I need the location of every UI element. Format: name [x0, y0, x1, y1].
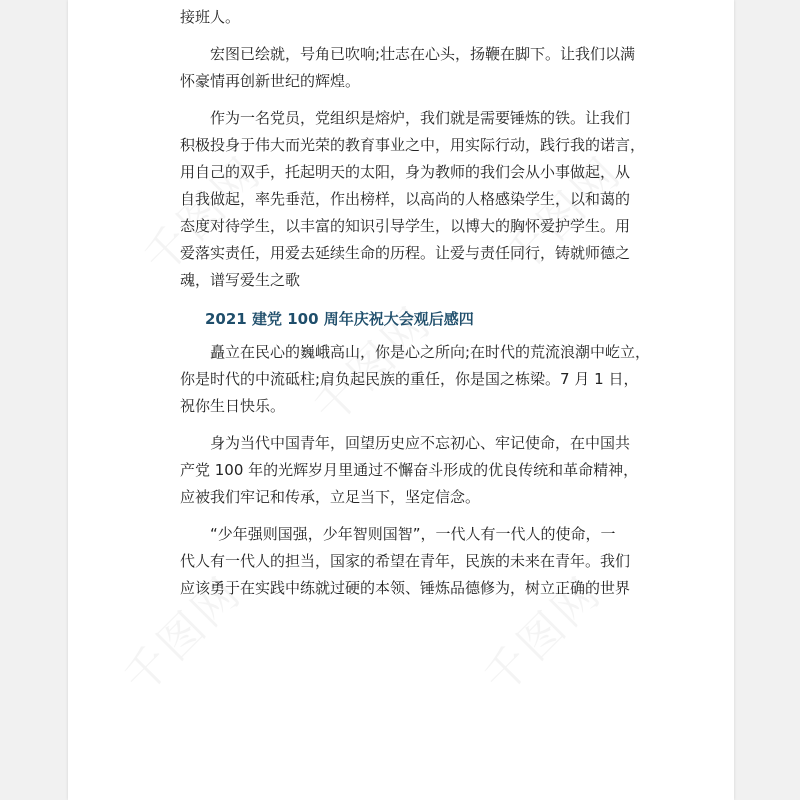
text-line: 态度对待学生，以丰富的知识引导学生，以博大的胸怀爱护学生。用 — [180, 217, 631, 235]
text-line: 祝你生日快乐。 — [180, 397, 286, 415]
paragraph — [180, 4, 645, 31]
text-line: 身为当代中国青年，回望历史应不忘初心、牢记使命，在中国共 — [210, 434, 631, 452]
text-line: 应该勇于在实践中练就过硬的本领、锤炼品德修为，树立正确的世界 — [180, 579, 631, 597]
text-line: 作为一名党员，党组织是熔炉，我们就是需要锤炼的铁。让我们 — [210, 109, 631, 127]
text-line: 怀豪情再创新世纪的辉煌。 — [180, 72, 361, 90]
paragraph — [180, 521, 645, 602]
document-page — [68, 0, 734, 800]
text-line: 爱落实责任，用爱去延续生命的历程。让爱与责任同行，铸就师德之 — [180, 244, 631, 262]
paragraph — [180, 339, 651, 420]
text-line: 接班人。 — [180, 8, 241, 26]
paragraph — [180, 105, 645, 294]
text-line: 产党 100 年的光辉岁月里通过不懈奋斗形成的优良传统和革命精神， — [180, 461, 639, 479]
document-body — [180, 0, 651, 602]
text-line: 魂，谱写爱生之歌 — [180, 271, 301, 289]
paragraph — [180, 430, 645, 511]
section-heading: 2021 建党 100 周年庆祝大会观后感四 — [205, 310, 474, 328]
text-line: 宏图已绘就，号角已吹响;壮志在心头，扬鞭在脚下。让我们以满 — [210, 45, 636, 63]
paragraph — [180, 41, 645, 95]
text-line: 代人有一代人的担当，国家的希望在青年，民族的未来在青年。我们 — [180, 552, 631, 570]
text-line: 你是时代的中流砥柱;肩负起民族的重任，你是国之栋梁。7 月 1 日， — [180, 370, 639, 388]
text-line: “少年强则国强，少年智则国智”，一代人有一代人的使命，一 — [210, 525, 616, 543]
text-line: 自我做起，率先垂范，作出榜样，以高尚的人格感染学生，以和蔼的 — [180, 190, 631, 208]
text-line: 积极投身于伟大而光荣的教育事业之中，用实际行动，践行我的诺言， — [180, 136, 646, 154]
text-line: 用自己的双手，托起明天的太阳，身为教师的我们会从小事做起，从 — [180, 163, 631, 181]
text-line: 应被我们牢记和传承，立足当下，坚定信念。 — [180, 488, 481, 506]
text-line: 矗立在民心的巍峨高山，你是心之所向;在时代的荒流浪潮中屹立， — [210, 343, 651, 361]
